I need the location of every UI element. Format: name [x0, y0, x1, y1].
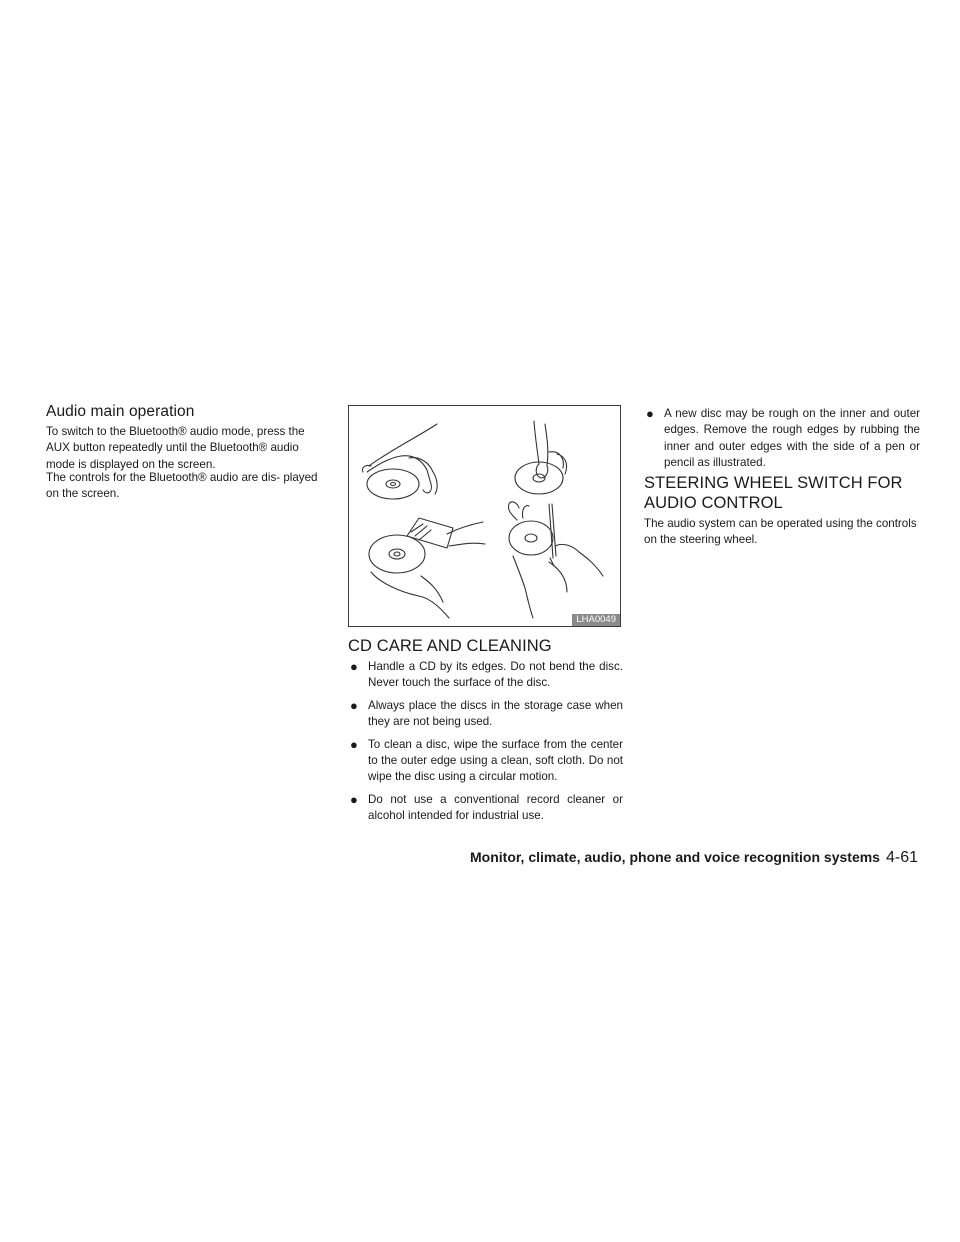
- bullet-text: Do not use a conventional record cleaner or alcohol intended for industrial use.: [368, 792, 623, 823]
- cd-handling-illustration-icon: [349, 406, 620, 626]
- paragraph-bluetooth-controls: The controls for the Bluetooth® audio are dis- played on the screen.: [46, 471, 318, 501]
- bullet-icon: ●: [646, 406, 654, 421]
- paragraph-bluetooth-switch: To switch to the Bluetooth® audio mode, press the AUX button repeatedly until the Bluetooth® audio mode is displayed on the screen.: [46, 425, 305, 471]
- list-item: [348, 698, 623, 731]
- list-item: [348, 737, 623, 786]
- new-disc-bullet-list: [644, 406, 920, 478]
- page-number: 4-61: [885, 849, 918, 866]
- heading-line-2: AUDIO CONTROL: [644, 494, 783, 512]
- subheading-audio-main-operation: Audio main operation: [46, 403, 195, 420]
- bullet-icon: ●: [350, 791, 358, 807]
- cd-care-figure: [348, 405, 621, 627]
- bullet-text: Always place the discs in the storage case when they are not being used.: [368, 698, 623, 729]
- bullet-text: To clean a disc, wipe the surface from the center to the outer edge using a clean, soft cloth. Do not wipe the disc using a circular motion.: [368, 737, 623, 784]
- bullet-icon: ●: [350, 659, 358, 674]
- heading-cd-care-and-cleaning: CD CARE AND CLEANING: [348, 637, 552, 655]
- list-item: [348, 659, 623, 692]
- bullet-icon: ●: [350, 736, 358, 752]
- page-footer: [470, 849, 918, 867]
- bullet-icon: ●: [350, 697, 358, 713]
- cd-care-bullet-list: [348, 659, 623, 831]
- paragraph-steering-wheel-controls: The audio system can be operated using the controls on the steering wheel.: [644, 517, 917, 547]
- footer-section-title: Monitor, climate, audio, phone and voice recognition systems: [470, 849, 880, 865]
- list-item: [644, 406, 920, 472]
- bullet-text: Handle a CD by its edges. Do not bend the disc. Never touch the surface of the disc.: [368, 660, 623, 690]
- bullet-text: A new disc may be rough on the inner and outer edges. Remove the rough edges by rubbing the inner and outer edges with the side of a pen or pencil as illustrated.: [664, 407, 920, 470]
- figure-label: LHA0049: [572, 614, 620, 626]
- heading-line-1: STEERING WHEEL SWITCH FOR: [644, 474, 903, 492]
- heading-steering-wheel-switch: [644, 473, 920, 513]
- list-item: [348, 792, 623, 825]
